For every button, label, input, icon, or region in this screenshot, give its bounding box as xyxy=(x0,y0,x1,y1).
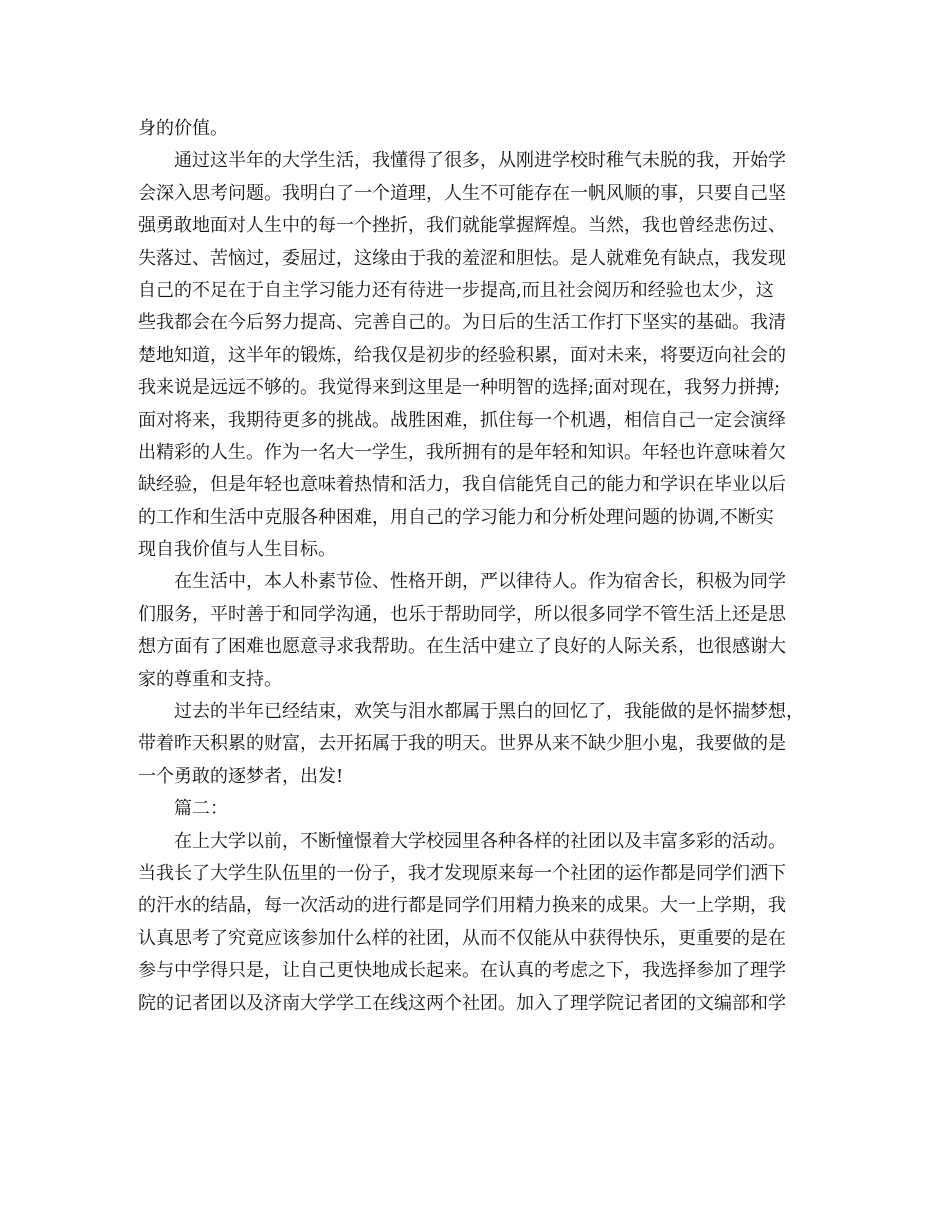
text-line: 在上大学以前，不断憧憬着大学校园里各种各样的社团以及丰富多彩的活动。 xyxy=(174,830,786,852)
text-line: 一个勇敢的逐梦者，出发! xyxy=(138,765,344,787)
text-line: 现自我价值与人生目标。 xyxy=(138,539,336,561)
text-line: 想方面有了困难也愿意寻求我帮助。在生活中建立了良好的人际关系，也很感谢大 xyxy=(138,636,786,658)
text-line: 缺经验，但是年轻也意味着热情和活力，我自信能凭自己的能力和学识在毕业以后 xyxy=(138,474,786,496)
text-line: 在生活中，本人朴素节俭、性格开朗，严以律待人。作为宿舍长，积极为同学 xyxy=(174,571,786,593)
text-line: 出精彩的人生。作为一名大一学生，我所拥有的是年轻和知识。年轻也许意味着欠 xyxy=(138,441,786,463)
document-body xyxy=(138,113,818,1020)
text-line: 家的尊重和支持。 xyxy=(138,668,282,690)
text-line: 带着昨天积累的财富，去开拓属于我的明天。世界从来不缺少胆小鬼，我要做的是 xyxy=(138,733,786,755)
text-line: 失落过、苦恼过，委屈过，这缘由于我的羞涩和胆怯。是人就难免有缺点，我发现 xyxy=(138,247,786,269)
text-line: 的工作和生活中克服各种困难，用自己的学习能力和分析处理问题的协调,不断实 xyxy=(138,506,774,528)
text-line: 参与中学得只是，让自己更快地成长起来。在认真的考虑之下，我选择参加了理学 xyxy=(138,960,786,982)
text-line: 认真思考了究竟应该参加什么样的社团，从而不仅能从中获得快乐，更重要的是在 xyxy=(138,927,786,949)
text-line: 自己的不足在于自主学习能力还有待进一步提高,而且社会阅历和经验也太少，这 xyxy=(138,279,774,301)
text-line: 会深入思考问题。我明白了一个道理，人生不可能存在一帆风顺的事，只要自己坚 xyxy=(138,182,786,204)
text-line: 楚地知道，这半年的锻炼，给我仅是初步的经验积累，面对未来，将要迈向社会的 xyxy=(138,344,786,366)
text-line: 的汗水的结晶，每一次活动的进行都是同学们用精力换来的成果。大一上学期，我 xyxy=(138,895,786,917)
text-line: 些我都会在今后努力提高、完善自己的。为日后的生活工作打下坚实的基础。我清 xyxy=(138,312,786,334)
text-line: 身的价值。 xyxy=(138,118,228,139)
text-line: 当我长了大学生队伍里的一份子，我才发现原来每一个社团的运作都是同学们洒下 xyxy=(138,862,786,884)
text-line: 篇二： xyxy=(174,798,228,820)
text-line: 我来说是远远不够的。我觉得来到这里是一种明智的选择;面对现在，我努力拼搏; xyxy=(138,377,781,399)
text-line: 过去的半年已经结束，欢笑与泪水都属于黑白的回忆了，我能做的是怀揣梦想， xyxy=(174,701,804,723)
text-line: 通过这半年的大学生活，我懂得了很多，从刚进学校时稚气未脱的我，开始学 xyxy=(174,150,786,172)
text-line: 面对将来，我期待更多的挑战。战胜困难，抓住每一个机遇，相信自己一定会演绎 xyxy=(138,409,786,431)
text-line: 院的记者团以及济南大学学工在线这两个社团。加入了理学院记者团的文编部和学 xyxy=(138,992,786,1014)
text-line: 们服务，平时善于和同学沟通，也乐于帮助同学，所以很多同学不管生活上还是思 xyxy=(138,603,786,625)
text-line: 强勇敢地面对人生中的每一个挫折，我们就能掌握辉煌。当然，我也曾经悲伤过、 xyxy=(138,215,786,237)
